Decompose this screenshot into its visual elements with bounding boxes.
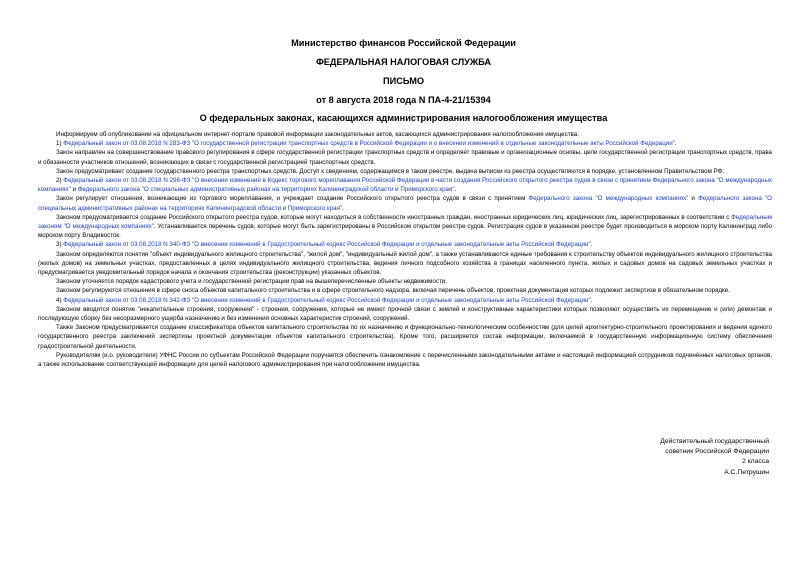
item-2-text-a: Закон регулирует отношения, возникающие из торгового мореплавания, и учреждает создание Российского открытого реестра судов в связи с принятием Федерального закона "О международных компаниях" и Федерального закона "О специальных административных районах на территориях Калининградской области и Приморского края".	[38, 195, 772, 212]
item-2-text-b: Законом предусматривается создание Российского открытого реестра судов, которые могут находиться в собственности иностранных граждан, иностранных юридических лиц, юридических лиц, зарегистрированных в соответствии с Федеральным законом "О международных компаниях". Устанавливается перечень судов, которые могут быть зарегистрированы в Российском открытом реестре судов. Регистрация судов в указанном реестре будет производиться в морском порту Калининград либо морском порту Владивосток.	[38, 213, 773, 240]
ministry-heading: Министерство финансов Российской Федерации	[291, 38, 516, 48]
law-special-districts-link[interactable]: Федерального закона "О специальных административных районах на территориях Калининградской области и Приморского края"	[77, 186, 455, 194]
item-4-text-b: Также Законом предусматривается создание классификатора объектов капитального строительства по их назначению и функционально-технологическим особенностям (для целей архитектурно-строительного проектирования и ведения единого государственного реестра заключений экспертизы проектной документации объектов капитального строительства). Кроме того, расширяется состав информации, включаемой в государственную информационную систему обеспечения градостроительной деятельности.	[38, 324, 772, 350]
law-296-link[interactable]: Федеральный закон от 03.08.2018 N 296-ФЗ "О внесении изменений в Кодекс торгового мореплавания Российской Федерации в части создания Российского открытого реестра судов в связи с принятием Федерального закона "О международных компаниях"	[38, 177, 772, 194]
service-heading: ФЕДЕРАЛЬНАЯ НАЛОГОВАЯ СЛУЖБА	[315, 57, 492, 67]
law-international-companies-link[interactable]: Федерального закона "О международных компаниях"	[528, 195, 689, 203]
signature-title-line-1: Действительный государственный	[660, 438, 769, 445]
item-3-text-c: Законом регулируются отношения в сфере сноса объектов капитального строительства и в сфере строительного надзора, включая перечень объектов, проектная документация которых подлежит экспертизе в обязательном порядке.	[56, 287, 730, 295]
item-1: 1) Федеральный закон от 03.08.2018 N 283-ФЗ "О государственной регистрации транспортных средств в Российской Федерации и о внесении изменений в отдельные законодательные акты Российской Федерации".	[56, 140, 677, 148]
law-special-districts-link-2[interactable]: Федерального закона "О специальных административных районах на территориях Калининградской области и Приморского края"	[38, 195, 772, 212]
item-4: 4) Федеральный закон от 03.08.2018 N 342-ФЗ "О внесении изменений в Градостроительный кодекс Российской Федерации и отдельные законодательные акты Российской Федерации".	[56, 296, 593, 304]
item-3-text-b: Законом уточняется порядок кадастрового учета и государственной регистрации прав на вышеперечисленные объекты недвижимости.	[56, 278, 447, 286]
signature-title-line-3: 2 класса	[741, 458, 769, 466]
letter-body	[38, 130, 772, 369]
item-1-text-b: Закон предусматривает создание государственного реестра транспортных средств. Доступ к сведениям, содержащимся в таком реестре, выдача выписки из реестра осуществляются в порядке, установленном Правительством РФ.	[56, 167, 725, 175]
document-date-number: от 8 августа 2018 года N ПА-4-21/15394	[316, 95, 491, 105]
law-283-link[interactable]: Федеральный закон от 03.08.2018 N 283-ФЗ "О государственной регистрации транспортных средств в Российской Федерации и о внесении изменений в отдельные законодательные акты Российской Федерации"	[63, 140, 675, 148]
law-342-link[interactable]: Федеральный закон от 03.08.2018 N 342-ФЗ "О внесении изменений в Градостроительный кодекс Российской Федерации и отдельные законодательные акты Российской Федерации"	[63, 296, 591, 304]
signature-title-line-2: советник Российской Федерации	[665, 448, 769, 456]
item-2: 2) Федеральный закон от 03.08.2018 N 296-ФЗ "О внесении изменений в Кодекс торгового мореплавания Российской Федерации в части создания Российского открытого реестра судов в связи с принятием Федерального закона "О международных компаниях" и Федерального закона "О специальных административных районах на территориях Калининградской области и Приморского края".	[38, 177, 772, 194]
document-type: ПИСЬМО	[382, 76, 425, 86]
item-4-text-a: Законом вводится понятие "некапитальные строения, сооружения" - строения, сооружения, которые не имеют прочной связи с землей и конструктивные характеристики которых позволяют осуществить их перемещение и (или) демонтаж и последующую сборку без несоразмерного ущерба назначению и без изменения основных характеристик строений, сооружений.	[38, 305, 772, 323]
law-international-companies-link-2[interactable]: Федеральным законом "О международных компаниях"	[38, 213, 772, 231]
item-3-text-a: Законом определяются понятия "объект индивидуального жилищного строительства", "жилой дом", "индивидуальный жилой дом", а также устанавливаются единые требования к строительству объектов индивидуального жилищного строительства (жилых домов) на земельных участках, предоставленных в целях индивидуального жилищного строительства, ведения личного подсобного хозяйства в границах населенного пункта, жилых и садовых домов на садовых земельных участках и предусматривается уведомительный порядок начала и окончания строительства (реконструкции) указанных объектов.	[38, 250, 772, 277]
intro-paragraph: Информируем об опубликовании на официальном интернет-портале правовой информации законодательных актов, касающихся администрирования налогообложения имущества:	[56, 131, 579, 138]
document-subject: О федеральных законах, касающихся администрирования налогообложения имущества	[199, 113, 608, 123]
item-1-text-a: Закон направлен на совершенствование правового регулирования в сфере государственной регистрации транспортных средств и определяет правовые и организационные основы, цели государственной регистрации транспортных средств, права и обязанности участников отношений, возникающих в связи с государственной регистрацией транспортных средств.	[38, 149, 772, 166]
item-3: 3) Федеральный закон от 03.08.2018 N 340-ФЗ "О внесении изменений в Градостроительный кодекс Российской Федерации и отдельные законодательные акты Российской Федерации".	[56, 241, 593, 249]
closing-paragraph: Руководителям (и.о. руководителя) УФНС России по субъектам Российской Федерации поручается обеспечить ознакомление с перечисленными законодательными актами и настоящей информацией сотрудников подчинённых налоговых органов, а также использование соответствующей информации для целей налогового администрирования при налогообложении имущества.	[38, 351, 772, 369]
signature-block	[660, 437, 769, 478]
signatory-name: А.С.Петрушин	[724, 468, 769, 476]
law-340-link[interactable]: Федеральный закон от 03.08.2018 N 340-ФЗ "О внесении изменений в Градостроительный кодекс Российской Федерации и отдельные законодательные акты Российской Федерации"	[63, 241, 591, 249]
